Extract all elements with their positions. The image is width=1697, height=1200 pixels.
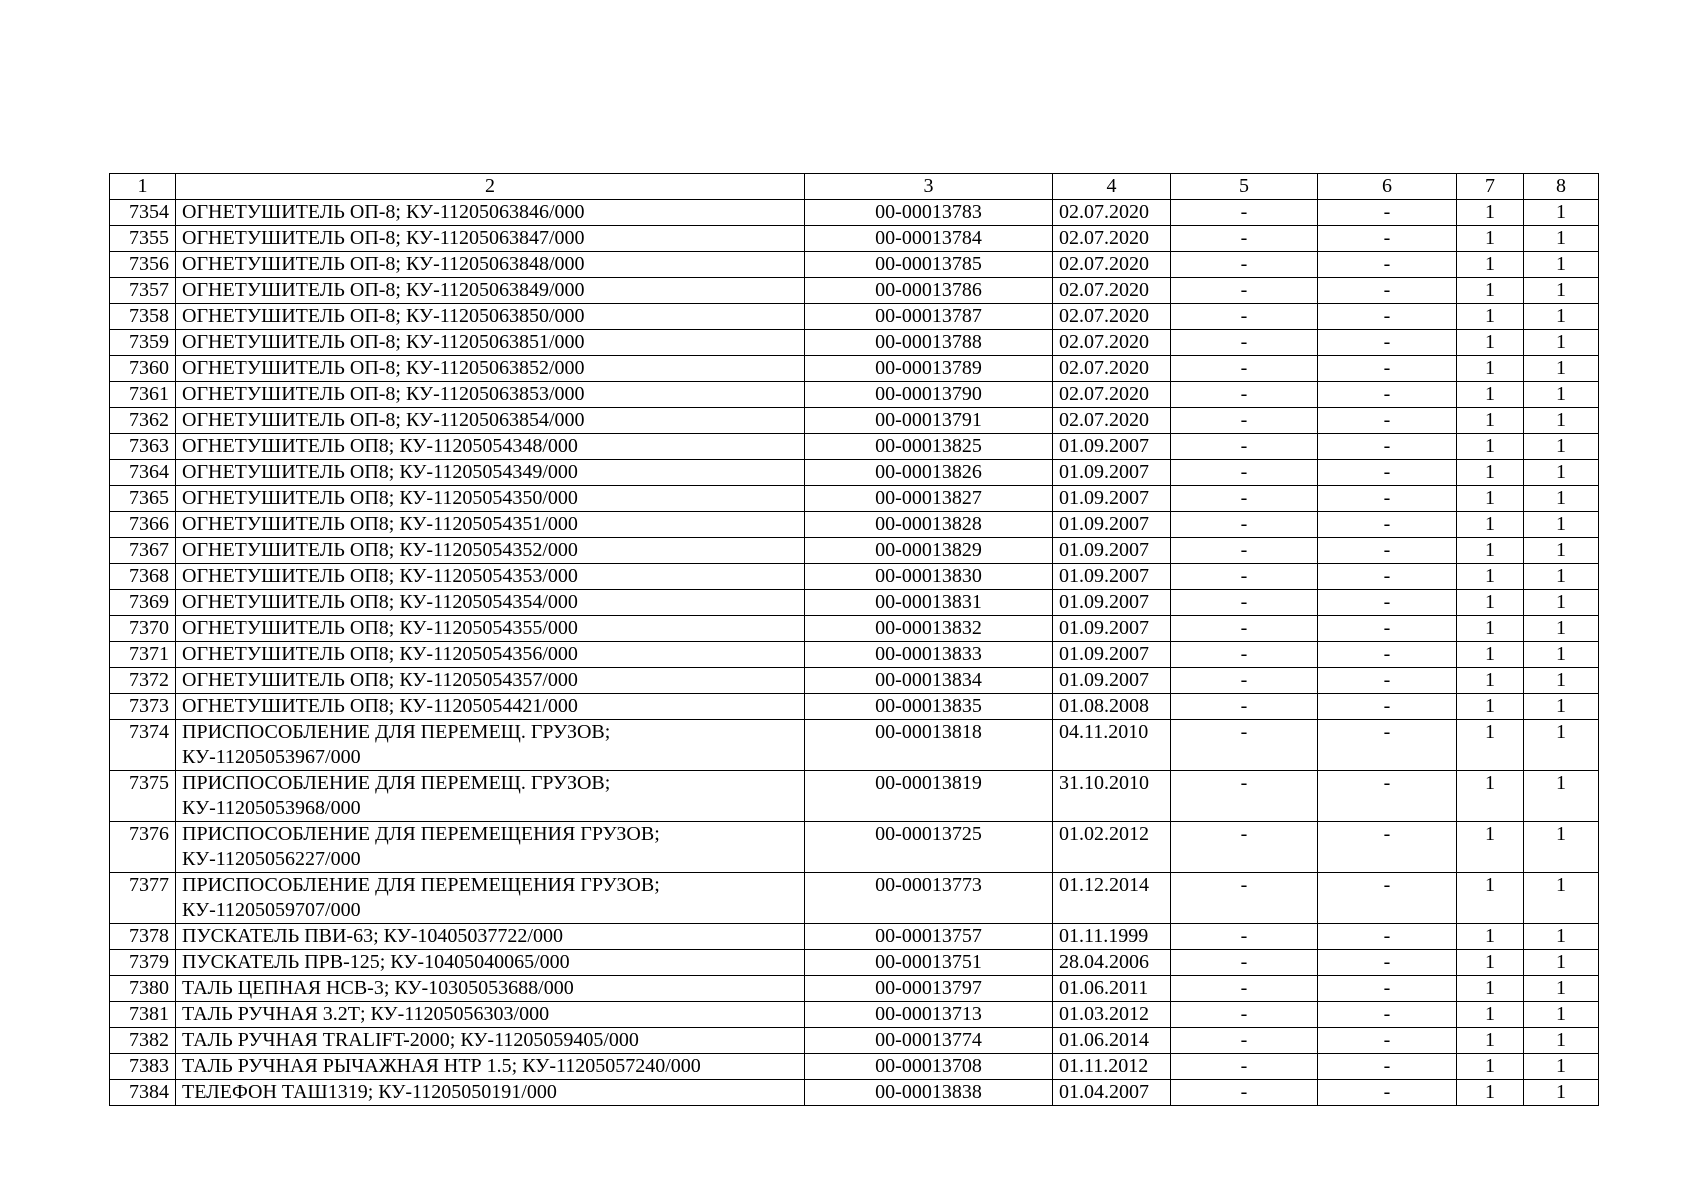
item-name-cell <box>176 720 805 771</box>
item-date-cell: 01.09.2007 <box>1053 434 1171 460</box>
col5-cell: - <box>1171 382 1318 408</box>
item-name-cell: ОГНЕТУШИТЕЛЬ ОП8; КУ-11205054356/000 <box>176 642 805 668</box>
table-row <box>110 668 1599 694</box>
col6-cell: - <box>1318 252 1457 278</box>
item-name-cell: ПУСКАТЕЛЬ ПРВ-125; КУ-10405040065/000 <box>176 950 805 976</box>
table-row <box>110 382 1599 408</box>
item-name-cell: ОГНЕТУШИТЕЛЬ ОП-8; КУ-11205063847/000 <box>176 226 805 252</box>
col6-cell: - <box>1318 408 1457 434</box>
col8-cell: 1 <box>1524 1080 1599 1106</box>
item-code-cell: 00-00013788 <box>805 330 1053 356</box>
item-code-cell: 00-00013790 <box>805 382 1053 408</box>
col5-cell: - <box>1171 356 1318 382</box>
row-number-cell: 7382 <box>110 1028 176 1054</box>
item-name-cell: ТЕЛЕФОН ТАШ1319; КУ-11205050191/000 <box>176 1080 805 1106</box>
col7-cell: 1 <box>1457 771 1524 822</box>
table-row <box>110 1080 1599 1106</box>
item-name-cell: ОГНЕТУШИТЕЛЬ ОП-8; КУ-11205063852/000 <box>176 356 805 382</box>
col5-cell: - <box>1171 873 1318 924</box>
table-row <box>110 356 1599 382</box>
item-name-cell: ОГНЕТУШИТЕЛЬ ОП8; КУ-11205054348/000 <box>176 434 805 460</box>
col7-cell: 1 <box>1457 1028 1524 1054</box>
col6-cell: - <box>1318 460 1457 486</box>
col7-cell: 1 <box>1457 460 1524 486</box>
item-name-cell: ТАЛЬ РУЧНАЯ РЫЧАЖНАЯ НТР 1.5; КУ-11205057240/000 <box>176 1054 805 1080</box>
col6-cell: - <box>1318 200 1457 226</box>
col8-cell: 1 <box>1524 694 1599 720</box>
col5-cell: - <box>1171 434 1318 460</box>
item-name-line-2: КУ-11205056227/000 <box>182 848 361 870</box>
col6-cell: - <box>1318 771 1457 822</box>
col6-cell: - <box>1318 434 1457 460</box>
col5-cell: - <box>1171 642 1318 668</box>
row-number-cell: 7375 <box>110 771 176 822</box>
item-date-cell: 01.09.2007 <box>1053 590 1171 616</box>
col5-cell: - <box>1171 226 1318 252</box>
item-code-cell: 00-00013829 <box>805 538 1053 564</box>
col6-cell: - <box>1318 512 1457 538</box>
col5-cell: - <box>1171 1054 1318 1080</box>
row-number-cell: 7379 <box>110 950 176 976</box>
item-name-cell: ОГНЕТУШИТЕЛЬ ОП8; КУ-11205054350/000 <box>176 486 805 512</box>
col5-cell: - <box>1171 1002 1318 1028</box>
col6-cell: - <box>1318 822 1457 873</box>
item-code-cell: 00-00013835 <box>805 694 1053 720</box>
row-number-cell: 7361 <box>110 382 176 408</box>
item-code-cell: 00-00013785 <box>805 252 1053 278</box>
item-name-cell: ОГНЕТУШИТЕЛЬ ОП8; КУ-11205054355/000 <box>176 616 805 642</box>
row-number-cell: 7372 <box>110 668 176 694</box>
col6-cell: - <box>1318 304 1457 330</box>
item-code-cell: 00-00013774 <box>805 1028 1053 1054</box>
col5-cell: - <box>1171 278 1318 304</box>
col8-cell: 1 <box>1524 460 1599 486</box>
col8-cell: 1 <box>1524 330 1599 356</box>
col7-cell: 1 <box>1457 1002 1524 1028</box>
item-date-cell: 01.09.2007 <box>1053 512 1171 538</box>
item-date-cell: 01.12.2014 <box>1053 873 1171 924</box>
col8-cell: 1 <box>1524 1028 1599 1054</box>
header-cell-1: 1 <box>110 174 176 200</box>
col5-cell: - <box>1171 304 1318 330</box>
item-code-cell: 00-00013757 <box>805 924 1053 950</box>
table-row <box>110 950 1599 976</box>
col7-cell: 1 <box>1457 694 1524 720</box>
item-name-cell: ТАЛЬ ЦЕПНАЯ НСВ-3; КУ-10305053688/000 <box>176 976 805 1002</box>
item-name-cell: ОГНЕТУШИТЕЛЬ ОП-8; КУ-11205063846/000 <box>176 200 805 226</box>
col7-cell: 1 <box>1457 538 1524 564</box>
row-number-cell: 7358 <box>110 304 176 330</box>
item-name-cell <box>176 873 805 924</box>
col5-cell: - <box>1171 512 1318 538</box>
table-row <box>110 434 1599 460</box>
item-name-cell: ОГНЕТУШИТЕЛЬ ОП-8; КУ-11205063848/000 <box>176 252 805 278</box>
col8-cell: 1 <box>1524 616 1599 642</box>
header-cell-8: 8 <box>1524 174 1599 200</box>
col7-cell: 1 <box>1457 642 1524 668</box>
col7-cell: 1 <box>1457 356 1524 382</box>
item-code-cell: 00-00013751 <box>805 950 1053 976</box>
col6-cell: - <box>1318 950 1457 976</box>
col8-cell: 1 <box>1524 720 1599 771</box>
item-date-cell: 01.04.2007 <box>1053 1080 1171 1106</box>
col7-cell: 1 <box>1457 976 1524 1002</box>
item-name-cell: ОГНЕТУШИТЕЛЬ ОП-8; КУ-11205063851/000 <box>176 330 805 356</box>
row-number-cell: 7360 <box>110 356 176 382</box>
table-row <box>110 330 1599 356</box>
col6-cell: - <box>1318 1080 1457 1106</box>
row-number-cell: 7362 <box>110 408 176 434</box>
item-name-line-2: КУ-11205053967/000 <box>182 746 361 768</box>
header-cell-4: 4 <box>1053 174 1171 200</box>
item-date-cell: 01.02.2012 <box>1053 822 1171 873</box>
col7-cell: 1 <box>1457 330 1524 356</box>
col5-cell: - <box>1171 538 1318 564</box>
col5-cell: - <box>1171 771 1318 822</box>
col7-cell: 1 <box>1457 486 1524 512</box>
row-number-cell: 7368 <box>110 564 176 590</box>
item-code-cell: 00-00013784 <box>805 226 1053 252</box>
item-code-cell: 00-00013831 <box>805 590 1053 616</box>
col8-cell: 1 <box>1524 873 1599 924</box>
col7-cell: 1 <box>1457 252 1524 278</box>
col5-cell: - <box>1171 950 1318 976</box>
table-row <box>110 694 1599 720</box>
col7-cell: 1 <box>1457 226 1524 252</box>
col8-cell: 1 <box>1524 512 1599 538</box>
item-date-cell: 02.07.2020 <box>1053 200 1171 226</box>
item-date-cell: 01.08.2008 <box>1053 694 1171 720</box>
header-row <box>110 174 1599 200</box>
col6-cell: - <box>1318 873 1457 924</box>
col8-cell: 1 <box>1524 564 1599 590</box>
row-number-cell: 7381 <box>110 1002 176 1028</box>
col7-cell: 1 <box>1457 1054 1524 1080</box>
table-row <box>110 822 1599 873</box>
table-row <box>110 1002 1599 1028</box>
item-date-cell: 01.06.2014 <box>1053 1028 1171 1054</box>
col6-cell: - <box>1318 668 1457 694</box>
col8-cell: 1 <box>1524 486 1599 512</box>
table-row <box>110 538 1599 564</box>
item-name-line-1: ПРИСПОСОБЛЕНИЕ ДЛЯ ПЕРЕМЕЩЕНИЯ ГРУЗОВ; <box>182 874 660 896</box>
col8-cell: 1 <box>1524 278 1599 304</box>
item-name-cell: ПУСКАТЕЛЬ ПВИ-63; КУ-10405037722/000 <box>176 924 805 950</box>
item-code-cell: 00-00013825 <box>805 434 1053 460</box>
col5-cell: - <box>1171 252 1318 278</box>
item-date-cell: 04.11.2010 <box>1053 720 1171 771</box>
col7-cell: 1 <box>1457 616 1524 642</box>
item-name-line-1: ПРИСПОСОБЛЕНИЕ ДЛЯ ПЕРЕМЕЩЕНИЯ ГРУЗОВ; <box>182 823 660 845</box>
header-cell-6: 6 <box>1318 174 1457 200</box>
item-name-line-2: КУ-11205053968/000 <box>182 797 361 819</box>
item-code-cell: 00-00013791 <box>805 408 1053 434</box>
col6-cell: - <box>1318 642 1457 668</box>
col8-cell: 1 <box>1524 304 1599 330</box>
col8-cell: 1 <box>1524 924 1599 950</box>
item-name-line-1: ПРИСПОСОБЛЕНИЕ ДЛЯ ПЕРЕМЕЩ. ГРУЗОВ; <box>182 772 611 794</box>
item-date-cell: 01.09.2007 <box>1053 486 1171 512</box>
table-row <box>110 460 1599 486</box>
col7-cell: 1 <box>1457 304 1524 330</box>
col7-cell: 1 <box>1457 924 1524 950</box>
col8-cell: 1 <box>1524 950 1599 976</box>
col6-cell: - <box>1318 1002 1457 1028</box>
row-number-cell: 7378 <box>110 924 176 950</box>
item-name-cell: ТАЛЬ РУЧНАЯ TRALIFT-2000; КУ-11205059405/000 <box>176 1028 805 1054</box>
item-code-cell: 00-00013713 <box>805 1002 1053 1028</box>
table-row <box>110 200 1599 226</box>
table-row <box>110 564 1599 590</box>
col7-cell: 1 <box>1457 278 1524 304</box>
col6-cell: - <box>1318 976 1457 1002</box>
col5-cell: - <box>1171 1080 1318 1106</box>
row-number-cell: 7366 <box>110 512 176 538</box>
table-row <box>110 976 1599 1002</box>
col6-cell: - <box>1318 486 1457 512</box>
item-code-cell: 00-00013773 <box>805 873 1053 924</box>
item-date-cell: 01.09.2007 <box>1053 564 1171 590</box>
item-name-cell: ОГНЕТУШИТЕЛЬ ОП8; КУ-11205054421/000 <box>176 694 805 720</box>
col7-cell: 1 <box>1457 873 1524 924</box>
item-name-cell: ОГНЕТУШИТЕЛЬ ОП8; КУ-11205054351/000 <box>176 512 805 538</box>
item-code-cell: 00-00013833 <box>805 642 1053 668</box>
table-row <box>110 408 1599 434</box>
col6-cell: - <box>1318 924 1457 950</box>
col8-cell: 1 <box>1524 252 1599 278</box>
table-row <box>110 1054 1599 1080</box>
col5-cell: - <box>1171 616 1318 642</box>
col5-cell: - <box>1171 200 1318 226</box>
item-name-cell <box>176 822 805 873</box>
col8-cell: 1 <box>1524 408 1599 434</box>
col7-cell: 1 <box>1457 512 1524 538</box>
row-number-cell: 7370 <box>110 616 176 642</box>
col6-cell: - <box>1318 356 1457 382</box>
col5-cell: - <box>1171 460 1318 486</box>
row-number-cell: 7376 <box>110 822 176 873</box>
row-number-cell: 7365 <box>110 486 176 512</box>
col7-cell: 1 <box>1457 1080 1524 1106</box>
col7-cell: 1 <box>1457 950 1524 976</box>
item-name-cell: ОГНЕТУШИТЕЛЬ ОП-8; КУ-11205063850/000 <box>176 304 805 330</box>
col7-cell: 1 <box>1457 668 1524 694</box>
item-date-cell: 01.03.2012 <box>1053 1002 1171 1028</box>
item-date-cell: 02.07.2020 <box>1053 382 1171 408</box>
item-code-cell: 00-00013818 <box>805 720 1053 771</box>
item-code-cell: 00-00013819 <box>805 771 1053 822</box>
item-code-cell: 00-00013787 <box>805 304 1053 330</box>
item-name-cell: ОГНЕТУШИТЕЛЬ ОП8; КУ-11205054352/000 <box>176 538 805 564</box>
row-number-cell: 7374 <box>110 720 176 771</box>
table-row <box>110 252 1599 278</box>
item-name-cell: ОГНЕТУШИТЕЛЬ ОП8; КУ-11205054354/000 <box>176 590 805 616</box>
item-code-cell: 00-00013783 <box>805 200 1053 226</box>
item-code-cell: 00-00013838 <box>805 1080 1053 1106</box>
item-date-cell: 02.07.2020 <box>1053 408 1171 434</box>
col5-cell: - <box>1171 668 1318 694</box>
inventory-table <box>109 173 1599 1106</box>
col6-cell: - <box>1318 564 1457 590</box>
header-cell-2: 2 <box>176 174 805 200</box>
item-name-line-2: КУ-11205059707/000 <box>182 899 361 921</box>
item-name-line-1: ПРИСПОСОБЛЕНИЕ ДЛЯ ПЕРЕМЕЩ. ГРУЗОВ; <box>182 721 611 743</box>
table-row <box>110 616 1599 642</box>
row-number-cell: 7383 <box>110 1054 176 1080</box>
item-date-cell: 01.11.1999 <box>1053 924 1171 950</box>
item-code-cell: 00-00013832 <box>805 616 1053 642</box>
item-date-cell: 01.11.2012 <box>1053 1054 1171 1080</box>
table-row <box>110 226 1599 252</box>
col6-cell: - <box>1318 694 1457 720</box>
col5-cell: - <box>1171 694 1318 720</box>
col5-cell: - <box>1171 486 1318 512</box>
item-date-cell: 01.09.2007 <box>1053 668 1171 694</box>
item-code-cell: 00-00013708 <box>805 1054 1053 1080</box>
col6-cell: - <box>1318 720 1457 771</box>
col7-cell: 1 <box>1457 590 1524 616</box>
col7-cell: 1 <box>1457 720 1524 771</box>
item-name-cell: ТАЛЬ РУЧНАЯ 3.2Т; КУ-11205056303/000 <box>176 1002 805 1028</box>
col8-cell: 1 <box>1524 771 1599 822</box>
table-row <box>110 873 1599 924</box>
table-row <box>110 486 1599 512</box>
row-number-cell: 7384 <box>110 1080 176 1106</box>
row-number-cell: 7355 <box>110 226 176 252</box>
col6-cell: - <box>1318 382 1457 408</box>
item-date-cell: 02.07.2020 <box>1053 252 1171 278</box>
col7-cell: 1 <box>1457 434 1524 460</box>
item-code-cell: 00-00013828 <box>805 512 1053 538</box>
table-row <box>110 642 1599 668</box>
col6-cell: - <box>1318 1054 1457 1080</box>
item-name-cell: ОГНЕТУШИТЕЛЬ ОП-8; КУ-11205063849/000 <box>176 278 805 304</box>
item-date-cell: 02.07.2020 <box>1053 278 1171 304</box>
item-date-cell: 01.09.2007 <box>1053 642 1171 668</box>
col5-cell: - <box>1171 564 1318 590</box>
col8-cell: 1 <box>1524 1002 1599 1028</box>
col5-cell: - <box>1171 590 1318 616</box>
row-number-cell: 7369 <box>110 590 176 616</box>
col8-cell: 1 <box>1524 590 1599 616</box>
item-date-cell: 02.07.2020 <box>1053 356 1171 382</box>
row-number-cell: 7371 <box>110 642 176 668</box>
col5-cell: - <box>1171 924 1318 950</box>
item-name-cell: ОГНЕТУШИТЕЛЬ ОП8; КУ-11205054353/000 <box>176 564 805 590</box>
item-date-cell: 01.06.2011 <box>1053 976 1171 1002</box>
item-name-cell: ОГНЕТУШИТЕЛЬ ОП8; КУ-11205054349/000 <box>176 460 805 486</box>
col6-cell: - <box>1318 590 1457 616</box>
col5-cell: - <box>1171 720 1318 771</box>
col7-cell: 1 <box>1457 382 1524 408</box>
col5-cell: - <box>1171 822 1318 873</box>
col8-cell: 1 <box>1524 200 1599 226</box>
item-date-cell: 01.09.2007 <box>1053 460 1171 486</box>
col6-cell: - <box>1318 330 1457 356</box>
header-cell-7: 7 <box>1457 174 1524 200</box>
header-cell-3: 3 <box>805 174 1053 200</box>
table-row <box>110 720 1599 771</box>
item-date-cell: 02.07.2020 <box>1053 226 1171 252</box>
table-row <box>110 304 1599 330</box>
table-row <box>110 512 1599 538</box>
item-code-cell: 00-00013830 <box>805 564 1053 590</box>
col8-cell: 1 <box>1524 976 1599 1002</box>
item-code-cell: 00-00013789 <box>805 356 1053 382</box>
table-row <box>110 924 1599 950</box>
item-date-cell: 28.04.2006 <box>1053 950 1171 976</box>
item-code-cell: 00-00013797 <box>805 976 1053 1002</box>
col8-cell: 1 <box>1524 538 1599 564</box>
col8-cell: 1 <box>1524 822 1599 873</box>
row-number-cell: 7359 <box>110 330 176 356</box>
row-number-cell: 7373 <box>110 694 176 720</box>
row-number-cell: 7354 <box>110 200 176 226</box>
col5-cell: - <box>1171 1028 1318 1054</box>
col7-cell: 1 <box>1457 408 1524 434</box>
col7-cell: 1 <box>1457 822 1524 873</box>
table-row <box>110 771 1599 822</box>
col8-cell: 1 <box>1524 226 1599 252</box>
col8-cell: 1 <box>1524 356 1599 382</box>
item-date-cell: 01.09.2007 <box>1053 538 1171 564</box>
row-number-cell: 7377 <box>110 873 176 924</box>
item-date-cell: 02.07.2020 <box>1053 330 1171 356</box>
col6-cell: - <box>1318 1028 1457 1054</box>
col5-cell: - <box>1171 408 1318 434</box>
item-date-cell: 31.10.2010 <box>1053 771 1171 822</box>
item-code-cell: 00-00013786 <box>805 278 1053 304</box>
item-code-cell: 00-00013834 <box>805 668 1053 694</box>
item-code-cell: 00-00013827 <box>805 486 1053 512</box>
col5-cell: - <box>1171 330 1318 356</box>
col8-cell: 1 <box>1524 642 1599 668</box>
table-row <box>110 278 1599 304</box>
header-cell-5: 5 <box>1171 174 1318 200</box>
item-code-cell: 00-00013725 <box>805 822 1053 873</box>
row-number-cell: 7380 <box>110 976 176 1002</box>
table-row <box>110 1028 1599 1054</box>
col6-cell: - <box>1318 538 1457 564</box>
row-number-cell: 7363 <box>110 434 176 460</box>
col8-cell: 1 <box>1524 434 1599 460</box>
col8-cell: 1 <box>1524 1054 1599 1080</box>
col8-cell: 1 <box>1524 668 1599 694</box>
table-body <box>110 174 1599 1106</box>
item-date-cell: 02.07.2020 <box>1053 304 1171 330</box>
col6-cell: - <box>1318 226 1457 252</box>
item-name-cell: ОГНЕТУШИТЕЛЬ ОП-8; КУ-11205063854/000 <box>176 408 805 434</box>
col5-cell: - <box>1171 976 1318 1002</box>
item-code-cell: 00-00013826 <box>805 460 1053 486</box>
col7-cell: 1 <box>1457 564 1524 590</box>
item-name-cell <box>176 771 805 822</box>
col7-cell: 1 <box>1457 200 1524 226</box>
item-date-cell: 01.09.2007 <box>1053 616 1171 642</box>
item-name-cell: ОГНЕТУШИТЕЛЬ ОП8; КУ-11205054357/000 <box>176 668 805 694</box>
col8-cell: 1 <box>1524 382 1599 408</box>
row-number-cell: 7367 <box>110 538 176 564</box>
row-number-cell: 7356 <box>110 252 176 278</box>
row-number-cell: 7364 <box>110 460 176 486</box>
col6-cell: - <box>1318 616 1457 642</box>
col6-cell: - <box>1318 278 1457 304</box>
table-row <box>110 590 1599 616</box>
row-number-cell: 7357 <box>110 278 176 304</box>
item-name-cell: ОГНЕТУШИТЕЛЬ ОП-8; КУ-11205063853/000 <box>176 382 805 408</box>
